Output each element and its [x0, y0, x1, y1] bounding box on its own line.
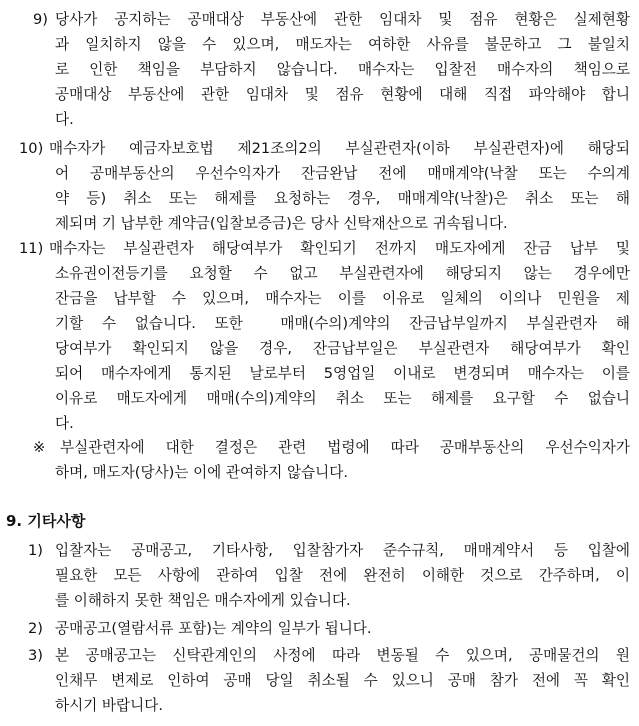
item-number: 9): [33, 11, 48, 28]
item-11-line-4: 기할 수 없습니다. 또한 매매(수의)계약의 잔금납부일까지 부실관련자 해: [55, 315, 630, 332]
section-item-1-line-1: 입찰자는 공매공고, 기타사항, 입찰참가자 준수규칙, 매매계약서 등 입찰에: [55, 542, 630, 559]
item-10-line-4: 제되며 기 납부한 계약금(입찰보증금)은 당사 신탁재산으로 귀속됩니다.: [55, 215, 508, 232]
section-item-3-line-2: 인채무 변제로 인하여 공매 당일 취소될 수 있으니 공매 참가 전에 꼭 확인: [55, 672, 630, 689]
section-heading: 9. 기타사항: [6, 512, 86, 530]
item-11-line-1: 매수자는 부실관련자 해당여부가 확인되기 전까지 매도자에게 잔금 납부 및: [49, 240, 630, 257]
item-9-line-4: 공매대상 부동산에 관한 임대차 및 점유 현황에 대해 직접 파악해야 합니: [55, 86, 630, 103]
note-line-1: 부실관련자에 대한 결정은 관련 법령에 따라 공매부동산의 우선수익자가: [60, 439, 630, 456]
section-item-1-line-2: 필요한 모든 사항에 관하여 입찰 전에 완전히 이해한 것으로 간주하며, 이: [55, 567, 630, 584]
item-11-line-2: 소유권이전등기를 요청할 수 없고 부실관련자에 해당되지 않는 경우에만: [55, 265, 630, 282]
item-11-line-5: 당여부가 확인되지 않을 경우, 잔금납부일은 부실관련자 해당여부가 확인: [55, 340, 630, 357]
item-9-line-1: 당사가 공지하는 공매대상 부동산에 관한 임대차 및 점유 현황은 실제현황: [55, 11, 630, 28]
section-item-1-line-3: 를 이해하지 못한 책임은 매수자에게 있습니다.: [55, 592, 351, 609]
item-11-line-7: 이유로 매도자에게 매매(수의)계약의 취소 또는 해제를 요구할 수 없습니: [55, 390, 630, 407]
item-number: 11): [19, 240, 44, 257]
item-number: 1): [28, 542, 43, 559]
item-10-line-2: 어 공매부동산의 우선수익자가 잔금완납 전에 매매계약(낙찰 또는 수의계: [55, 165, 630, 182]
item-11-line-8: 다.: [55, 415, 74, 432]
item-11-line-3: 잔금을 납부할 수 있으며, 매수자는 이를 이유로 일체의 이의나 민원을 제: [55, 290, 630, 307]
item-number: 3): [28, 647, 43, 664]
item-number: 2): [28, 620, 43, 637]
item-9-line-3: 로 인한 책임을 부담하지 않습니다. 매수자는 입찰전 매수자의 책임으로: [55, 61, 630, 78]
item-11-line-6: 되어 매수자에게 통지된 날로부터 5영업일 이내로 변경되며 매수자는 이를: [55, 365, 630, 382]
item-10-line-3: 약 등) 취소 또는 해제를 요청하는 경우, 매매계약(낙찰)은 취소 또는 해: [55, 190, 630, 207]
section-item-2-line-1: 공매공고(열람서류 포함)는 계약의 일부가 됩니다.: [55, 620, 372, 637]
section-item-3-line-1: 본 공매공고는 신탁관계인의 사정에 따라 변동될 수 있으며, 공매물건의 원: [55, 647, 630, 664]
item-10-line-1: 매수자가 예금자보호법 제21조의2의 부실관련자(이하 부실관련자)에 해당되: [49, 140, 630, 157]
item-9-line-2: 과 일치하지 않을 수 있으며, 매도자는 여하한 사유를 불문하고 그 불일치: [55, 36, 630, 53]
item-9-line-5: 다.: [55, 111, 74, 128]
note-mark: ※: [33, 439, 46, 456]
section-item-3-line-3: 하시기 바랍니다.: [55, 697, 163, 714]
note-line-2: 하며, 매도자(당사)는 이에 관여하지 않습니다.: [55, 464, 348, 481]
item-number: 10): [19, 140, 44, 157]
